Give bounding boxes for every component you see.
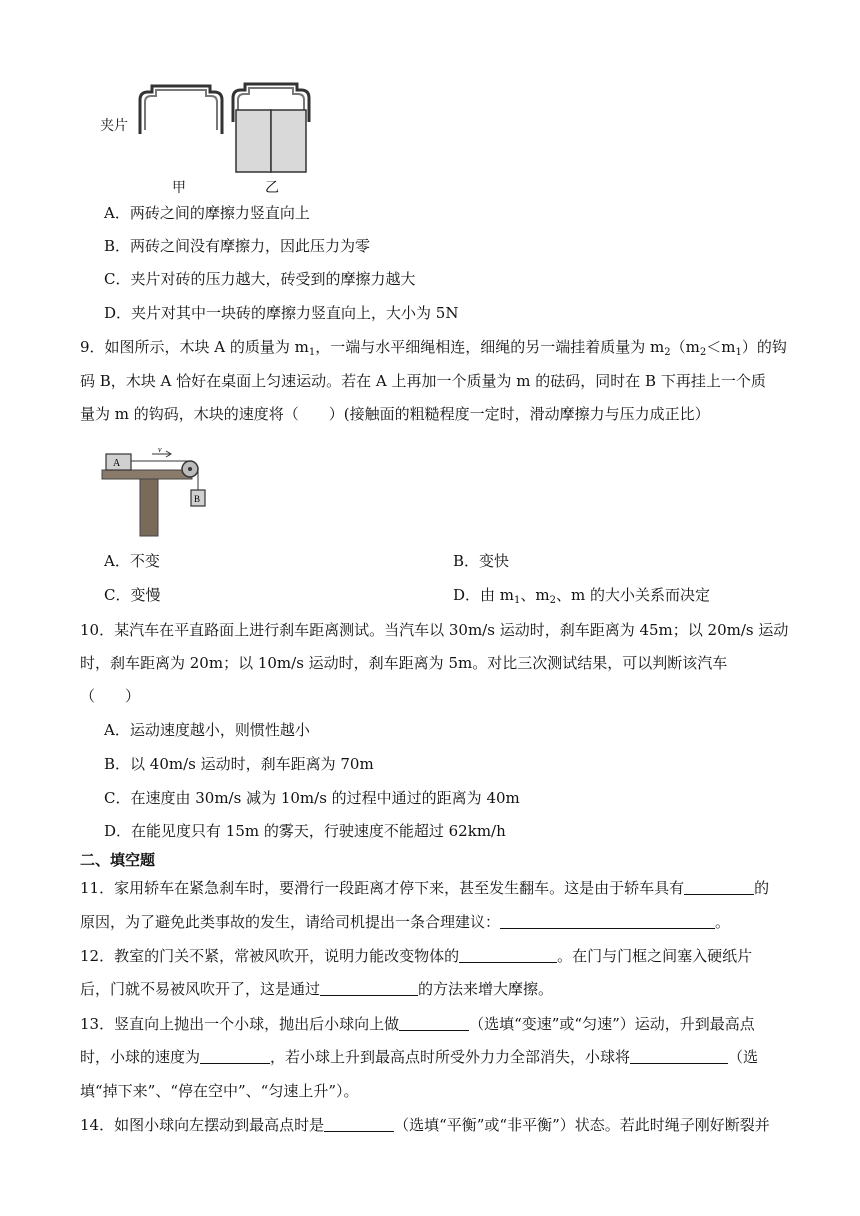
q11-text: 的 xyxy=(754,879,770,897)
q10-option-c: C．在速度由 30m/s 减为 10m/s 的过程中通过的距离为 40m xyxy=(104,789,520,807)
subscript: 1 xyxy=(514,595,521,606)
q11-line-1 xyxy=(80,876,769,900)
q9-line-3: 量为 m 的钩码，木块的速度将（ ）(接触面的粗糙程度一定时，滑动摩擦力与压力成正比） xyxy=(80,405,710,423)
table-leg xyxy=(140,479,158,536)
answer-blank[interactable] xyxy=(630,1047,728,1064)
q10-line-3: （ ） xyxy=(80,687,141,705)
q9-text: （m xyxy=(670,338,700,356)
q8-option-c: C．夹片对砖的压力越大，砖受到的摩擦力越大 xyxy=(104,270,416,288)
answer-blank[interactable] xyxy=(200,1047,270,1064)
subscript: 2 xyxy=(699,347,707,358)
q12-line-2 xyxy=(80,977,553,1001)
figure-label-jia: 甲 xyxy=(172,180,186,196)
answer-blank[interactable] xyxy=(500,912,715,929)
q10-option-b: B．以 40m/s 运动时，刹车距离为 70m xyxy=(104,755,374,773)
q13-line-2 xyxy=(80,1045,758,1069)
q10-option-d: D．在能见度只有 15m 的雾天，行驶速度不能超过 62km/h xyxy=(104,822,506,840)
q14-text: （选填“平衡”或“非平衡”）状态。若此时绳子刚好断裂并 xyxy=(394,1116,770,1134)
q9-option-b: B．变快 xyxy=(453,552,510,570)
q9-text: D．由 m xyxy=(453,586,515,604)
subscript: 1 xyxy=(308,347,316,358)
table-top xyxy=(102,470,192,479)
answer-blank[interactable] xyxy=(320,979,418,996)
section-heading-fill-in: 二、填空题 xyxy=(80,851,156,869)
figure-label-clip: 夹片 xyxy=(100,118,128,134)
answer-blank[interactable] xyxy=(459,946,557,963)
q9-line-2: 码 B，木块 A 恰好在桌面上匀速运动。若在 A 上再加一个质量为 m 的砝码，同时在 B 下再挂上一个质 xyxy=(80,372,766,390)
q11-text: 11．家用轿车在紧急刹车时，要滑行一段距离才停下来，甚至发生翻车。这是由于轿车具有 xyxy=(80,879,685,897)
q8-option-b: B．两砖之间没有摩擦力，因此压力为零 xyxy=(104,237,371,255)
answer-blank[interactable] xyxy=(399,1014,469,1031)
q9-text: 9．如图所示，木块 A 的质量为 m xyxy=(80,338,309,356)
q8-option-d: D．夹片对其中一块砖的摩擦力竖直向上，大小为 5N xyxy=(104,304,459,322)
q13-text: 13．竖直向上抛出一个小球，抛出后小球向上做 xyxy=(80,1015,400,1033)
q14-line-1 xyxy=(80,1113,770,1137)
q11-text: 。 xyxy=(715,913,731,931)
subscript: 2 xyxy=(664,347,671,358)
brick-right xyxy=(271,110,306,172)
figure-block-pulley xyxy=(100,448,212,538)
figure-brick-clip xyxy=(100,82,320,197)
q13-text: 时，小球的速度为 xyxy=(80,1048,201,1066)
q13-line-1 xyxy=(80,1012,755,1036)
q14-text: 14．如图小球向左摆动到最高点时是 xyxy=(80,1116,325,1134)
q12-text: 12．教室的门关不紧，常被风吹开，说明力能改变物体的 xyxy=(80,947,460,965)
figure-label-yi: 乙 xyxy=(265,180,279,196)
q10-line-2: 时，刹车距离为 20m；以 10m/s 运动时，刹车距离为 5m。对比三次测试结果，可以判断该汽车 xyxy=(80,654,728,672)
q12-line-1 xyxy=(80,944,752,968)
q8-option-a: A．两砖之间的摩擦力竖直向上 xyxy=(104,204,310,222)
q13-text: ，若小球上升到最高点时所受外力力全部消失，小球将 xyxy=(270,1048,631,1066)
q9-text: 、m 的大小关系而决定 xyxy=(556,586,711,604)
q9-line-1 xyxy=(80,335,787,359)
q10-option-a: A．运动速度越小，则惯性越小 xyxy=(104,721,310,739)
subscript: 1 xyxy=(735,347,742,358)
brick-left xyxy=(236,110,271,172)
q9-text: 、m xyxy=(520,586,550,604)
q12-text: 的方法来增大摩擦。 xyxy=(418,980,554,998)
q9-option-d xyxy=(453,583,710,607)
clip-figure-jia xyxy=(136,82,226,142)
answer-blank[interactable] xyxy=(684,878,754,895)
q9-option-c: C．变慢 xyxy=(104,586,161,604)
clip-figure-yi xyxy=(230,82,312,174)
q13-line-3: 填“掉下来”、“停在空中”、“匀速上升”）。 xyxy=(80,1082,359,1100)
q11-line-2 xyxy=(80,910,730,934)
subscript: 2 xyxy=(549,595,557,606)
q9-option-a: A．不变 xyxy=(104,552,160,570)
q10-line-1: 10．某汽车在平直路面上进行刹车距离测试。当汽车以 30m/s 运动时，刹车距离为 45m；以 20m/s 运动 xyxy=(80,621,789,639)
q9-text: ）的钩 xyxy=(741,338,787,356)
velocity-label: v xyxy=(158,448,162,454)
q13-text: （选 xyxy=(728,1048,759,1066)
q13-text: （选填“变速”或“匀速”）运动，升到最高点 xyxy=(469,1015,755,1033)
q9-text: ＜m xyxy=(706,338,736,356)
block-a-label: A xyxy=(113,458,121,469)
q9-text: ，一端与水平细绳相连，细绳的另一端挂着质量为 m xyxy=(315,338,665,356)
q11-text: 原因，为了避免此类事故的发生，请给司机提出一条合理建议： xyxy=(80,913,501,931)
q12-text: 。在门与门框之间塞入硬纸片 xyxy=(557,947,753,965)
block-b-label: B xyxy=(194,494,201,504)
answer-blank[interactable] xyxy=(324,1115,394,1132)
q12-text: 后，门就不易被风吹开了，这是通过 xyxy=(80,980,321,998)
